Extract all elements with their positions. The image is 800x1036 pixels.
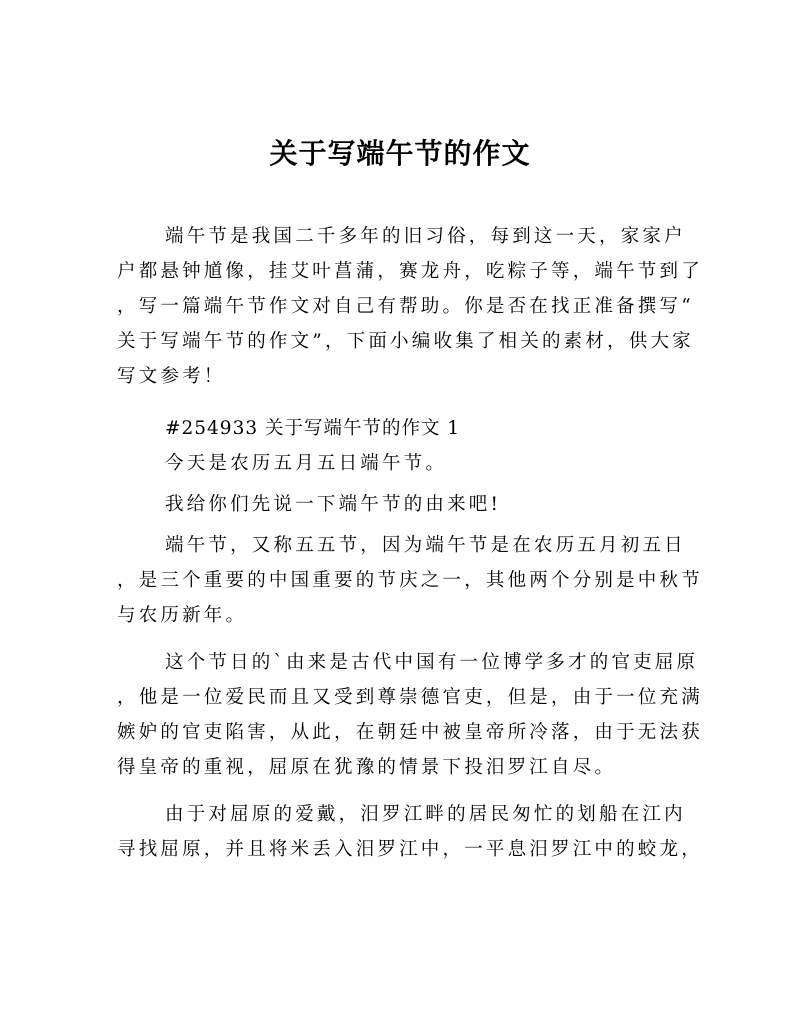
paragraph-line: ，他是一位爱民而且又受到尊崇德官吏，但是，由于一位充满 bbox=[117, 687, 703, 708]
paragraph-line: 与农历新年。 bbox=[117, 605, 248, 626]
paragraph-line: 户都悬钟馗像，挂艾叶菖蒲，赛龙舟，吃粽子等，端午节到了 bbox=[117, 261, 703, 282]
paragraph-line: 写文参考！ bbox=[117, 366, 226, 387]
paragraph-line: ，写一篇端午节作文对自己有帮助。你是否在找正准备撰写“ bbox=[117, 296, 694, 317]
page-title: 关于写端午节的作文 bbox=[269, 137, 531, 170]
section-heading: #254933 关于写端午节的作文 1 bbox=[165, 418, 461, 439]
paragraph-line: 嫉妒的官吏陷害，从此，在朝廷中被皇帝所冷落，由于无法获 bbox=[117, 722, 703, 743]
paragraph-line: 我给你们先说一下端午节的由来吧! bbox=[165, 494, 502, 515]
paragraph-line: 端午节是我国二千多年的旧习俗，每到这一天，家家户 bbox=[165, 226, 686, 247]
paragraph-line: 关于写端午节的作文”，下面小编收集了相关的素材，供大家 bbox=[117, 331, 694, 352]
paragraph-line: 端午节，又称五五节，因为端午节是在农历五月初五日 bbox=[165, 535, 686, 556]
paragraph-line: 得皇帝的重视，屈原在犹豫的情景下投汨罗江自尽。 bbox=[117, 757, 617, 778]
paragraph-line: 今天是农历五月五日端午节。 bbox=[165, 453, 448, 474]
paragraph-line: 寻找屈原，并且将米丢入汨罗江中，一平息汨罗江中的蛟龙， bbox=[117, 839, 703, 860]
paragraph-line: ，是三个重要的中国重要的节庆之一，其他两个分别是中秋节 bbox=[117, 570, 703, 591]
paragraph-line: 这个节日的`由来是古代中国有一位博学多才的官吏屈原 bbox=[165, 652, 699, 673]
paragraph-line: 由于对屈原的爱戴，汨罗江畔的居民匆忙的划船在江内 bbox=[165, 804, 686, 825]
